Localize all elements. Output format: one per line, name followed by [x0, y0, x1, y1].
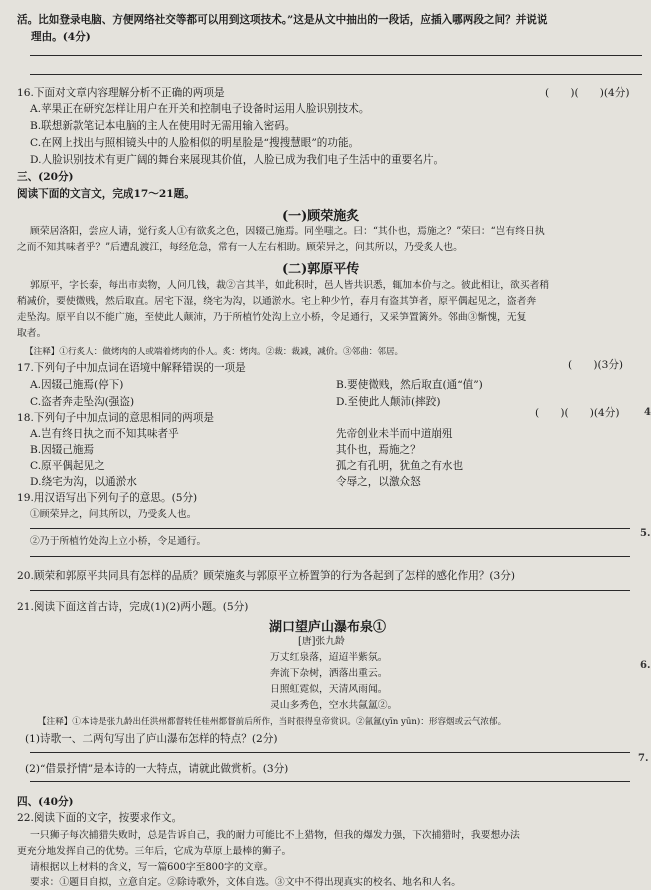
essay-material-line: 更充分地发挥自己的优势。三年后，它成为草原上最棒的狮子。	[17, 846, 292, 857]
q19-stem: 19.用汉语写出下列句子的意思。(5分)	[17, 492, 198, 504]
q18-option-a-right: 先帝创业未半而中道崩殂	[336, 428, 453, 440]
q16-answer-bracket[interactable]: ( )( )(4分)	[545, 87, 630, 99]
essay-material-line: 一只狮子每次捕猎失败时，总是告诉自己，我的耐力可能比不上猎物，但我的爆发力强，下次捕猎时，我要想办法	[30, 830, 520, 841]
q17-option-b: B.要使微贱，然后取直(通“值”)	[336, 379, 483, 391]
q18-option-b-right: 其仆也，焉施之？	[336, 444, 421, 456]
answer-line	[30, 590, 630, 591]
q18-stem: 18.下列句子中加点词的意思相同的两项是	[17, 412, 214, 424]
q16-option-d: D.人脸识别技术有更广阔的舞台来展现其价值，人脸已成为我们电子生活中的重要名片。	[30, 154, 445, 166]
passage-1-line: 顾荣居洛阳，尝应人请，觉行炙人①有欲炙之色，因辍己施焉。同坐嗤之。曰：“其仆也，焉施之？”荣曰：“岂有终日执	[30, 226, 545, 237]
poem-line: 万丈红泉落，迢迢半紫氛。	[270, 652, 388, 663]
answer-line	[30, 752, 630, 753]
q18-option-c-right: 孤之有孔明，犹鱼之有水也	[336, 460, 464, 472]
q16-stem: 16.下面对文章内容理解分析不正确的两项是	[17, 87, 225, 99]
q21-sub-1: (1)诗歌一、二两句写出了庐山瀑布怎样的特点？(2分)	[25, 733, 278, 745]
passage-2-line: 稍减价，要使微贱，然后取直。居宅下湿，绕宅为沟，以通淤水。宅上种少竹，春月有盗其笋者，原平偶起见之，盗者奔	[17, 296, 537, 307]
q18-option-a-left: A.岂有终日执之而不知其味者乎	[30, 428, 179, 440]
essay-requirements: 要求：①题目自拟，立意自定。②除诗歌外，文体自选。③文中不得出现真实的校名、地名和人名。	[30, 877, 462, 888]
section-3-heading: 三、(20分)	[17, 171, 74, 183]
q16-option-c: C.在网上找出与照相镜头中的人脸相似的明星脸是“搜搜慧眼”的功能。	[30, 137, 360, 149]
answer-line	[30, 74, 642, 75]
q17-option-d: D.至使此人颠沛(摔跤)	[336, 396, 441, 408]
essay-instruction: 请根据以上材料的含义，写一篇600字至800字的文章。	[30, 862, 274, 873]
poem-line: 灵山多秀色，空水共氤氲②。	[270, 700, 398, 711]
margin-mark: 5.	[640, 528, 651, 539]
q22-stem: 22.阅读下面的文字，按要求作文。	[17, 812, 183, 824]
passage-notes: 【注释】①行炙人：做烤肉的人或端着烤肉的仆人。炙：烤肉。②裁：裁减，减价。③邻曲：邻居。	[25, 347, 404, 357]
q17-option-a: A.因辍己施焉(停下)	[30, 379, 124, 391]
q17-option-c: C.盗者奔走坠沟(强盗)	[30, 396, 135, 408]
section-3-intro: 阅读下面的文言文，完成17～21题。	[17, 188, 195, 200]
q18-option-d-right: 令辱之，以激众怒	[336, 476, 421, 488]
q17-answer-bracket[interactable]: ( )(3分)	[568, 359, 624, 371]
top-line-2: 理由。(4分)	[31, 31, 91, 43]
section-4-heading: 四、(40分)	[17, 796, 74, 808]
answer-line	[30, 528, 630, 529]
poem-line: 日照虹霓似，天清风雨闻。	[270, 684, 388, 695]
q18-option-d-left: D.绕宅为沟，以通淤水	[30, 476, 137, 488]
passage-2-line: 走坠沟。原平自以不能广施，至使此人颠沛，乃于所植竹处沟上立小桥，令足通行，又采笋置篱外。邻曲③惭愧，无复	[17, 312, 527, 323]
margin-mark: 7.	[638, 753, 649, 764]
q18-answer-bracket[interactable]: ( )( )(4分)	[535, 407, 620, 419]
q19-sentence-2: ②乃于所植竹处沟上立小桥，令足通行。	[30, 536, 207, 547]
poem-line: 奔流下杂树，洒落出重云。	[270, 668, 388, 679]
poem-author: [唐]张九龄	[298, 636, 345, 647]
passage-2-line: 郭原平，字长泰，每出市卖物，人问几钱，裁②言其半，如此积时，邑人皆共识悉，辄加本价与之。彼此相让，欲买者稍	[30, 280, 550, 291]
margin-mark: 6.	[640, 660, 651, 671]
q18-option-b-left: B.因辍己施焉	[30, 444, 95, 456]
passage-1-title: (一)顾荣施炙	[282, 209, 360, 224]
q19-sentence-1: ①顾荣异之，问其所以，乃受炙人也。	[30, 509, 197, 520]
q21-sub-2: (2)“借景抒情”是本诗的一大特点，请就此做赏析。(3分)	[25, 763, 289, 775]
answer-line	[30, 55, 642, 56]
q18-option-c-left: C.原平偶起见之	[30, 460, 105, 472]
q21-stem: 21.阅读下面这首古诗，完成(1)(2)两小题。(5分)	[17, 601, 249, 613]
margin-mark: 4	[644, 407, 651, 418]
q16-option-b: B.联想新款笔记本电脑的主人在使用时无需用输入密码。	[30, 120, 296, 132]
poem-title: 湖口望庐山瀑布泉①	[269, 620, 387, 635]
passage-2-title: (二)郭原平传	[282, 262, 360, 277]
top-line-1: 活。比如登录电脑、方便网络社交等都可以用到这项技术。”这是从文中抽出的一段话，应插入哪两段之间？并说说	[17, 14, 548, 26]
q20-stem: 20.顾荣和郭原平共同具有怎样的品质？顾荣施炙与郭原平立桥置笋的行为各起到了怎样的感化作用？(3分)	[17, 570, 515, 582]
passage-2-line: 取者。	[17, 328, 47, 339]
answer-line	[30, 781, 630, 782]
passage-1-line: 之而不知其味者乎？”后遭乱渡江，每经危急，常有一人左右相助。顾荣异之，问其所以，乃受炙人也。	[17, 242, 463, 253]
q16-option-a: A.苹果正在研究怎样让用户在开关和控制电子设备时运用人脸识别技术。	[30, 103, 370, 115]
poem-notes: 【注释】①本诗是张九龄出任洪州都督转任桂州都督前后所作，当时很得皇帝赏识。②氤氲(yīn yūn)：形容烟或云气浓郁。	[38, 717, 507, 727]
answer-line	[30, 556, 630, 557]
q17-stem: 17.下列句子中加点词在语境中解释错误的一项是	[17, 362, 246, 374]
